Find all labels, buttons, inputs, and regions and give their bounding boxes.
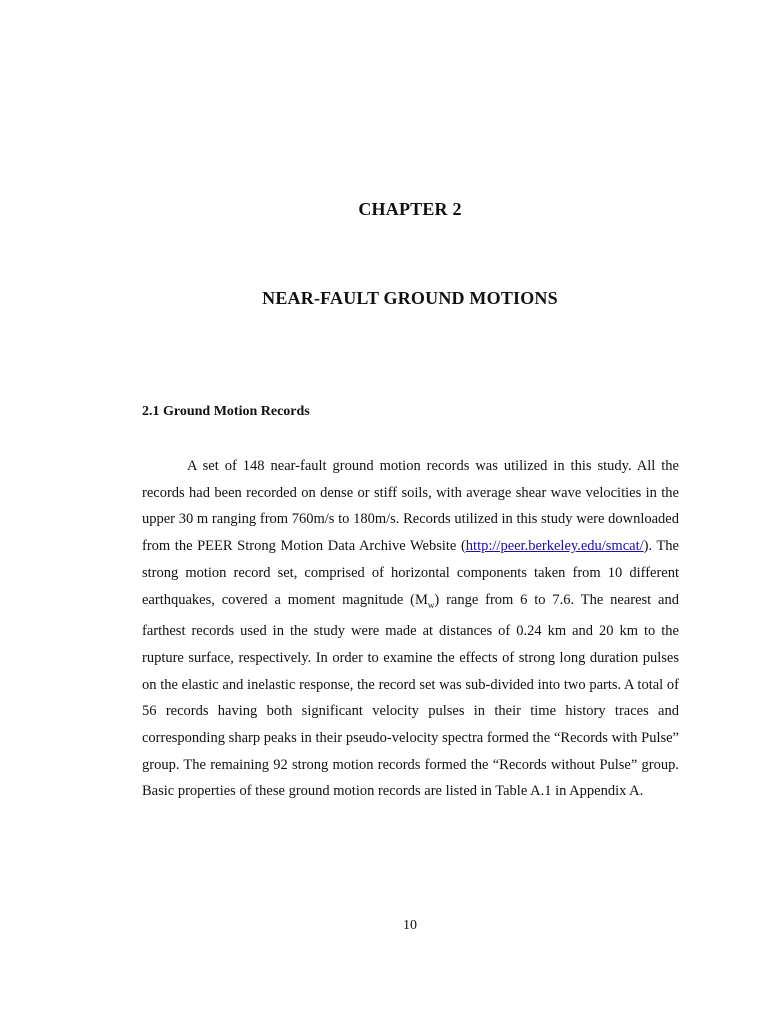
magnitude-subscript: w xyxy=(427,599,435,610)
paragraph-text-part1: A set of 148 near-fault ground motion records was utilized in this study. All the records had been recorded on dense or stiff soils, with average shear wave velocities in the upper 30 m ranging from 760m/s to 180m/s. Records utilized in this study were downloaded from the PEER Strong Motion Data Archive Website ( xyxy=(142,458,679,555)
chapter-title: NEAR-FAULT GROUND MOTIONS xyxy=(262,288,558,308)
chapter-label: CHAPTER 2 xyxy=(358,199,462,219)
peer-website-link[interactable]: http://peer.berkeley.edu/smcat/ xyxy=(465,538,644,555)
paragraph-text-part3: ) range from 6 to 7.6. The nearest and farthest records used in the study were made at distances of 0.24 km and 20 km to the rupture surface, respectively. In order to examine the effects of strong long duration pulses on the elastic and inelastic response, the record set was sub-divided into two parts. A total of 56 records having both significant velocity pulses in their time history traces and corresponding sharp peaks in their pseudo-velocity spectra formed the “Records with Pulse” group. The remaining 92 strong motion records formed the “Records without Pulse” group. Basic properties of these ground motion records are listed in Table A.1 in Appendix A. xyxy=(142,591,679,800)
section-heading: 2.1 Ground Motion Records xyxy=(142,404,310,419)
body-paragraph xyxy=(142,453,679,805)
paragraph-text-part2: ). The strong motion record set, comprised of horizontal components taken from 10 different earthquakes, covered a moment magnitude (M xyxy=(142,538,679,608)
page-number: 10 xyxy=(403,918,417,933)
